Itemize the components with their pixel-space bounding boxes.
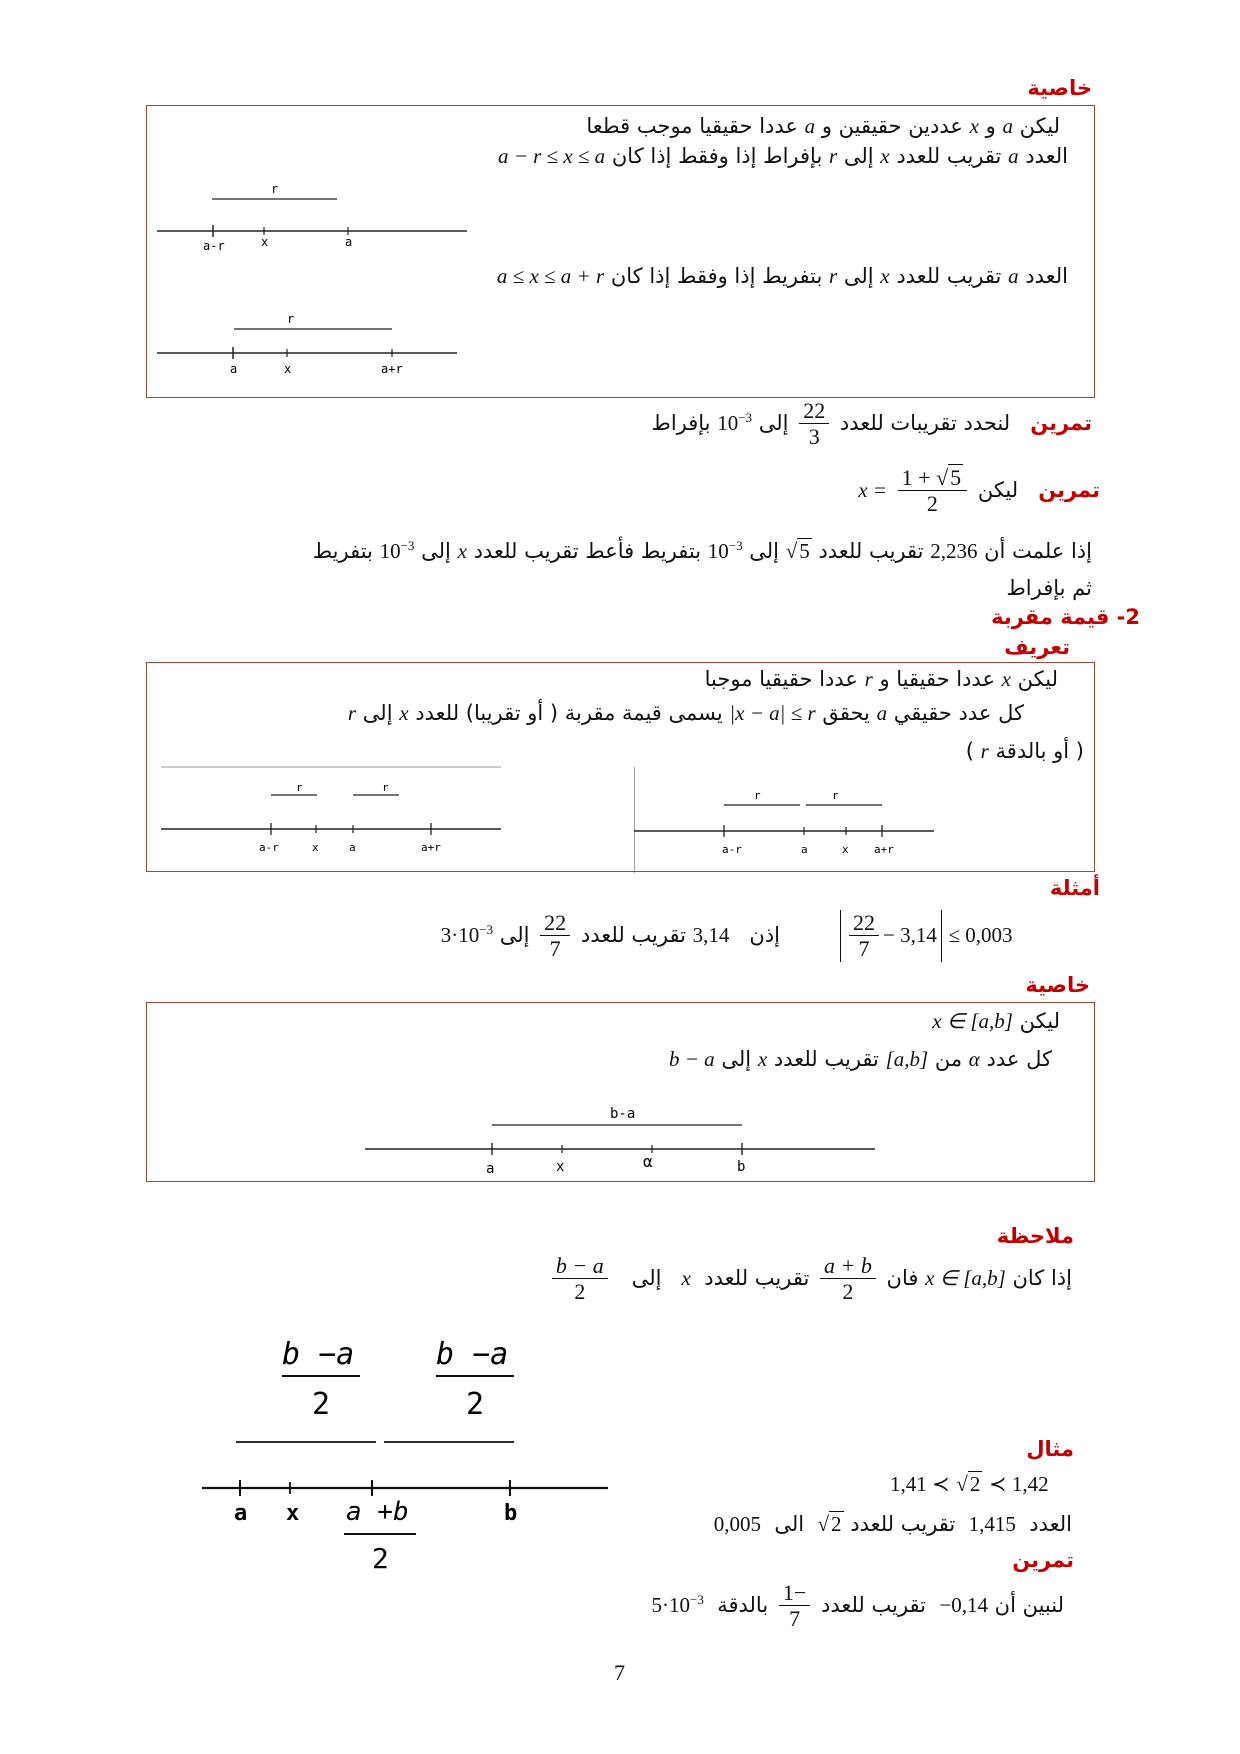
examples-conclusion: إذن 3,14 تقريب للعدد $\frac{22}{7}$ إلى $3\cdot 10^{-3}$	[440, 910, 780, 962]
a-label: a	[234, 1501, 248, 1526]
definition-right-number-line	[634, 767, 934, 873]
x-label: x	[284, 362, 292, 376]
property-heading: خاصية	[1027, 76, 1092, 100]
exercise-2-definition: تمرين ليكن x = $\frac{1 + √5}{2}$	[858, 465, 1100, 517]
a-plus-r-label: a+r	[381, 362, 403, 376]
half-width-den: 2	[312, 1387, 331, 1422]
exercise-2-question-cont: ثم بإفراط	[1006, 576, 1092, 600]
r-label: r	[287, 312, 295, 326]
definition-line-1: ليكن x عددا حقيقيا و r عددا حقيقيا موجبا	[704, 667, 1058, 691]
property-2-line-2: كل عدد α من [a,b] تقريب للعدد x إلى b − a	[669, 1047, 1052, 1071]
x-label: x	[312, 841, 319, 854]
half-width-num: b −a	[282, 1337, 355, 1372]
property-2-heading: خاصية	[1025, 973, 1090, 997]
definition-line-2: كل عدد حقيقي a يحقق |x − a| ≤ r يسمى قيمة مقربة ( أو تقريبا) للعدد x إلى r	[347, 701, 1024, 725]
x-label: x	[556, 1159, 565, 1175]
property-line-3: العدد a تقريب للعدد x إلى r بتفريط إذا وفقط إذا كان a ≤ x ≤ a + r	[496, 264, 1068, 288]
exercise-3-heading: تمرين	[1012, 1548, 1074, 1572]
property-2-line-1: ليكن x ∈ [a,b]	[932, 1009, 1060, 1033]
a-label: a	[486, 1161, 495, 1177]
r-label: r	[382, 781, 389, 794]
a-minus-r-label: a-r	[259, 841, 279, 854]
exercise-3-statement: لنبين أن −0,14 تقريب للعدد $\frac{-1}{7}$ بالدقة $5\cdot 10^{-3}$	[651, 1580, 1064, 1632]
definition-box	[146, 662, 1095, 872]
a-label: a	[349, 841, 356, 854]
property-line-2: العدد a تقريب للعدد x إلى r بإفراط إذا وفقط إذا كان a − r ≤ x ≤ a	[497, 144, 1068, 168]
a-plus-r-label: a+r	[421, 841, 441, 854]
a-plus-r-label: a+r	[874, 843, 894, 856]
examples-heading: أمثلة	[1049, 876, 1100, 900]
half-width-num: b −a	[436, 1337, 509, 1372]
midpoint-number-line	[200, 1320, 610, 1580]
exercise-1: تمرين لنحدد تقريبات للعدد $\frac{22}{3}$ إلى $10^{-3}$ بإفراط	[651, 398, 1092, 450]
example-statement: العدد 1,415 تقريب للعدد √2 الى 0,005	[713, 1512, 1072, 1536]
underestimate-number-line	[157, 291, 457, 391]
overestimate-number-line	[157, 161, 467, 251]
r-label: r	[832, 789, 839, 802]
property-line-1: ليكن a و x عددين حقيقين و a عددا حقيقيا موجب قطعا	[586, 114, 1060, 138]
a-label: a	[230, 362, 238, 376]
a-minus-r-label: a-r	[722, 843, 742, 856]
page-number: 7	[614, 1660, 625, 1685]
midpoint-num: a +b	[346, 1497, 409, 1527]
r-label: r	[271, 182, 279, 196]
half-width-den: 2	[466, 1387, 485, 1422]
example-heading: مثال	[1026, 1437, 1074, 1461]
definition-line-3: ( أو بالدقة r )	[965, 739, 1084, 763]
definition-heading: تعريف	[1004, 635, 1070, 659]
example-inequality: 1,41 ≺ √2 ≺ 1,42	[890, 1472, 1049, 1496]
a-label: a	[345, 235, 353, 249]
alpha-label: α	[643, 1152, 653, 1171]
property-2-box	[146, 1002, 1095, 1182]
x-label: x	[261, 235, 269, 249]
interval-number-line	[365, 1093, 875, 1179]
note-heading: ملاحظة	[996, 1224, 1074, 1248]
note-statement: إذا كان x ∈ [a,b] فان $\frac{a + b}{2}$ تقريب للعدد x إلى $\frac{b - a}{2}$	[548, 1253, 1072, 1305]
property-box	[146, 105, 1095, 398]
a-minus-r-label: a-r	[203, 239, 225, 251]
r-label: r	[296, 781, 303, 794]
r-label: r	[754, 789, 761, 802]
x-label: x	[286, 1501, 300, 1526]
section-2-title: 2- قيمة مقربة	[991, 605, 1140, 629]
x-label: x	[842, 843, 849, 856]
definition-left-number-line	[161, 763, 501, 873]
b-label: b	[737, 1159, 746, 1175]
exercise-2-question: إذا علمت أن 2,236 تقريب للعدد √5 إلى $10^{-3}$ بتفريط فأعط تقريب للعدد x إلى $10^{-3}$ بتفريط	[312, 538, 1092, 563]
a-label: a	[801, 843, 808, 856]
midpoint-den: 2	[372, 1542, 389, 1575]
b-minus-a-label: b-a	[610, 1106, 636, 1122]
examples-inequality: $\frac{22}{7}$ − 3,14 ≤ 0,003	[840, 910, 1013, 962]
b-label: b	[504, 1501, 518, 1526]
